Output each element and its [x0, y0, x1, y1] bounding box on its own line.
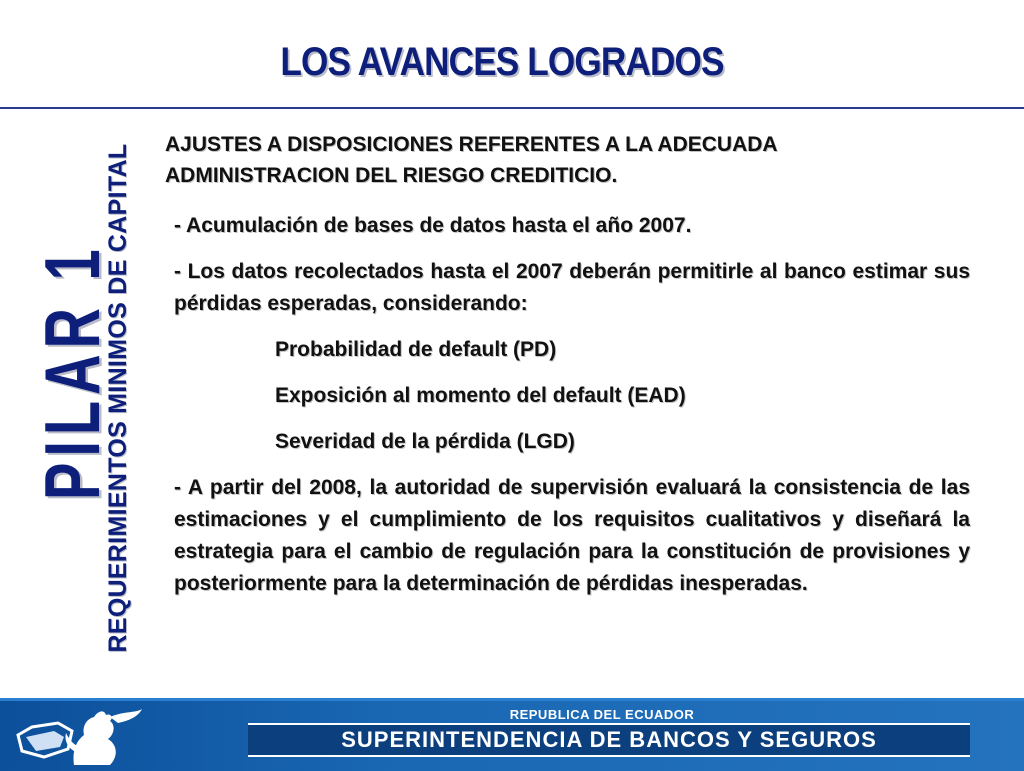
- sub-item: Severidad de la pérdida (LGD): [275, 430, 575, 453]
- bullet-point: - A partir del 2008, la autoridad de supervisión evaluará la consistencia de las estimaciones y el cumplimiento de los requisitos cualitativos y diseñará la estrategia para el cambio de regulación para la constitución de provisiones y posteriormente para la determinación de pérdidas inesperadas.: [174, 476, 970, 595]
- footer-banner: [0, 698, 1024, 771]
- content-body: [174, 210, 970, 600]
- slide-title: LOS AVANCES LOGRADOS: [280, 40, 724, 84]
- bullet-point: - Acumulación de bases de datos hasta el año 2007.: [174, 214, 692, 237]
- footer-institution: SUPERINTENDENCIA DE BANCOS Y SEGUROS: [248, 723, 970, 757]
- section-heading: [165, 129, 985, 191]
- pilar-label: PILAR 1: [27, 243, 116, 500]
- requirements-label: REQUERIMIENTOS MINIMOS DE CAPITAL: [104, 143, 132, 653]
- sub-item: Exposición al momento del default (EAD): [275, 384, 686, 407]
- sub-item: Probabilidad de default (PD): [275, 338, 557, 361]
- title-divider: [0, 107, 1024, 109]
- heading-line: AJUSTES A DISPOSICIONES REFERENTES A LA ADECUADA: [165, 133, 778, 156]
- heading-line: ADMINISTRACION DEL RIESGO CREDITICIO.: [165, 164, 618, 187]
- footer-country: REPUBLICA DEL ECUADOR: [509, 707, 695, 722]
- bullet-point: - Los datos recolectados hasta el 2007 deberán permitirle al banco estimar sus pérdidas esperadas, considerando:: [174, 260, 970, 315]
